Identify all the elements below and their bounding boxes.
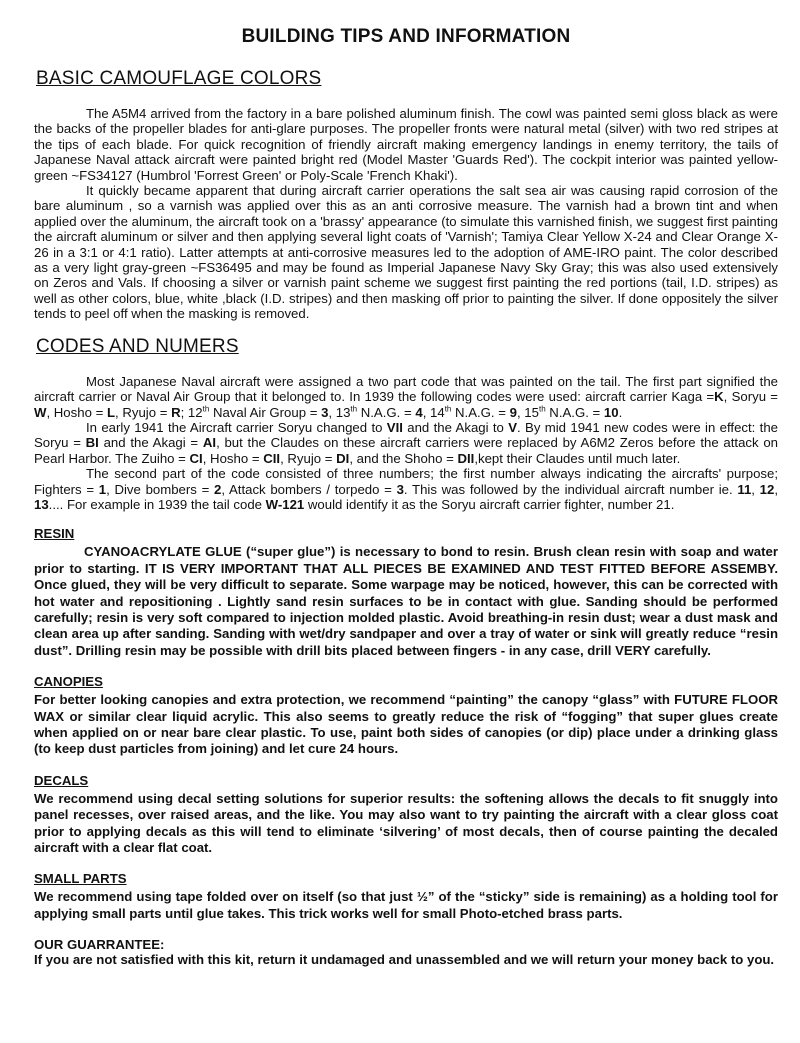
codes-paragraph-3: The second part of the code consisted of three numbers; the first number always indicating the aircrafts' purpose; Fighters = 1, Dive bombers = 2, Attack bombers / torpedo = 3. This was followed by the individual aircraft number ie. 11, 12, 13.... For example in 1939 the tail code W-121 would identify it as the Soryu aircraft carrier fighter, number 21. xyxy=(34,466,779,512)
camouflage-section xyxy=(34,68,778,322)
canopies-section xyxy=(34,674,778,758)
codes-paragraph-2: In early 1941 the Aircraft carrier Soryu changed to VII and the Akagi to V. By mid 1941 new codes were in effect: the Soryu = BI and the Akagi = AI, but the Claudes on these aircraft carriers were replaced by A6M2 Zeros before the attack on Pearl Harbor. The Zuiho = CI, Hosho = CII, Ryujo = DI, and the Shoho = DII,kept their Claudes until much later. xyxy=(34,419,779,466)
decals-text: We recommend using decal setting solutions for superior results: the softening allows the decals to fit snuggly into panel recesses, over raised areas, and the like. You may also want to try painting the aircraft with a clear gloss coat prior to applying decals as this will tend to eliminate ‘silvering’ of most decals, then of course painting the decaled aircraft with a clear flat coat. xyxy=(34,790,778,856)
guarantee-section xyxy=(34,937,778,968)
camouflage-paragraph-1: The A5M4 arrived from the factory in a bare polished aluminum finish. The cowl was painted semi gloss black as were the backs of the propeller blades for anti-glare purposes. The propeller fronts were natural metal (silver) with two red stripes at the tips of each blade. For quick recognition of friendly aircraft making emergency landings in enemy territory, the tails of Japanese Naval attack aircraft were painted bright red (Model Master 'Guards Red'). The cockpit interior was painted yellow-green ~FS34127 (Humbrol 'Forrest Green' or Poly-Scale 'French Khaki'). xyxy=(34,106,778,183)
small-parts-text: We recommend using tape folded over on itself (so that just ½” of the “sticky” side is remaining) as a holding tool for applying small parts until glue takes. This trick works well for small Photo-etched brass parts. xyxy=(34,889,778,921)
decals-heading: DECALS xyxy=(34,772,89,788)
guarantee-heading: OUR GUARRANTEE: xyxy=(34,937,165,953)
codes-section xyxy=(34,336,778,513)
small-parts-heading: SMALL PARTS xyxy=(34,871,127,887)
resin-section xyxy=(34,526,778,659)
small-parts-section xyxy=(34,871,778,922)
canopies-heading: CANOPIES xyxy=(34,674,103,690)
camouflage-paragraph-2: It quickly became apparent that during aircraft carrier operations the salt sea air was causing rapid corrosion of the bare aluminum , so a varnish was applied over this as an anti corrosive measure. The varnish had a brown tint and when applied over the aluminum, the aircraft took on a 'brassy' appearance (to simulate this varnished finish, we suggest first painting the aircraft aluminum or silver and then applying several light coats of 'Varnish'; Tamiya Clear Yellow X-24 and Clear Orange X-26 in a 3:1 or 4:1 ratio). Latter attempts at anti-corrosive measures led to the adoption of AME-IRO paint. The color described as a very light gray-green ~FS36495 and may be found as Imperial Japanese Navy Sky Gray; this was also used extensively on Zeros and Vals. If choosing a silver or varnish paint scheme we suggest first painting the red portions (tail, I.D. stripes) as well as other colors, blue, white ,black (I.D. stripes) and then masking off prior to painting the silver. If done oppositely the silver tends to peel off when the masking is removed. xyxy=(34,183,778,322)
decals-section xyxy=(34,773,778,857)
resin-heading: RESIN xyxy=(34,526,75,542)
document-title: BUILDING TIPS AND INFORMATION xyxy=(241,26,571,47)
camouflage-heading: BASIC CAMOUFLAGE COLORS xyxy=(36,68,322,89)
resin-text: CYANOACRYLATE GLUE (“super glue”) is necessary to bond to resin. Brush clean resin with soap and water prior to starting. IT IS VERY IMPORTANT THAT ALL PIECES BE EXAMINED AND TEST FITTED BEFORE ASSEMBY. Once glued, they will be very difficult to separate. Some warpage may be noticed, however, this can be corrected with hot water and repositioning . Lightly sand resin surfaces to be in contact with glue. Sanding should be performed carefully; resin is very soft compared to injection molded plastic. Avoid breathing-in resin dust; wear a dust mask and clean area up after sanding. Sanding with wet/dry sandpaper and over a tray of water or sink will greatly reduce “resin dust”. Drilling resin may be possible with drill bits placed between fingers - in any case, drill VERY carefully. xyxy=(34,544,778,658)
guarantee-text: If you are not satisfied with this kit, return it undamaged and unassembled and we will return your money back to you. xyxy=(34,952,775,968)
canopies-text: For better looking canopies and extra protection, we recommend “painting” the canopy “glass” with FUTURE FLOOR WAX or similar clear liquid acrylic. This also seems to greatly reduce the risk of “fogging” that super glues create when applied on or near bare clear plastic. To use, paint both sides of canopies (or dip) place under a drinking glass (to keep dust particles from joining) and let cure 24 hours. xyxy=(34,692,778,757)
codes-heading: CODES AND NUMERS xyxy=(36,335,239,357)
codes-paragraph-1: Most Japanese Naval aircraft were assigned a two part code that was painted on the tail. The first part signified the aircraft carrier or Naval Air Group that it belonged to. In 1939 the following codes were used: aircraft carrier Kaga =K, Soryu = W, Hosho = L, Ryujo = R; 12th Naval Air Group = 3, 13th N.A.G. = 4, 14th N.A.G. = 9, 15th N.A.G. = 10. xyxy=(34,373,778,420)
